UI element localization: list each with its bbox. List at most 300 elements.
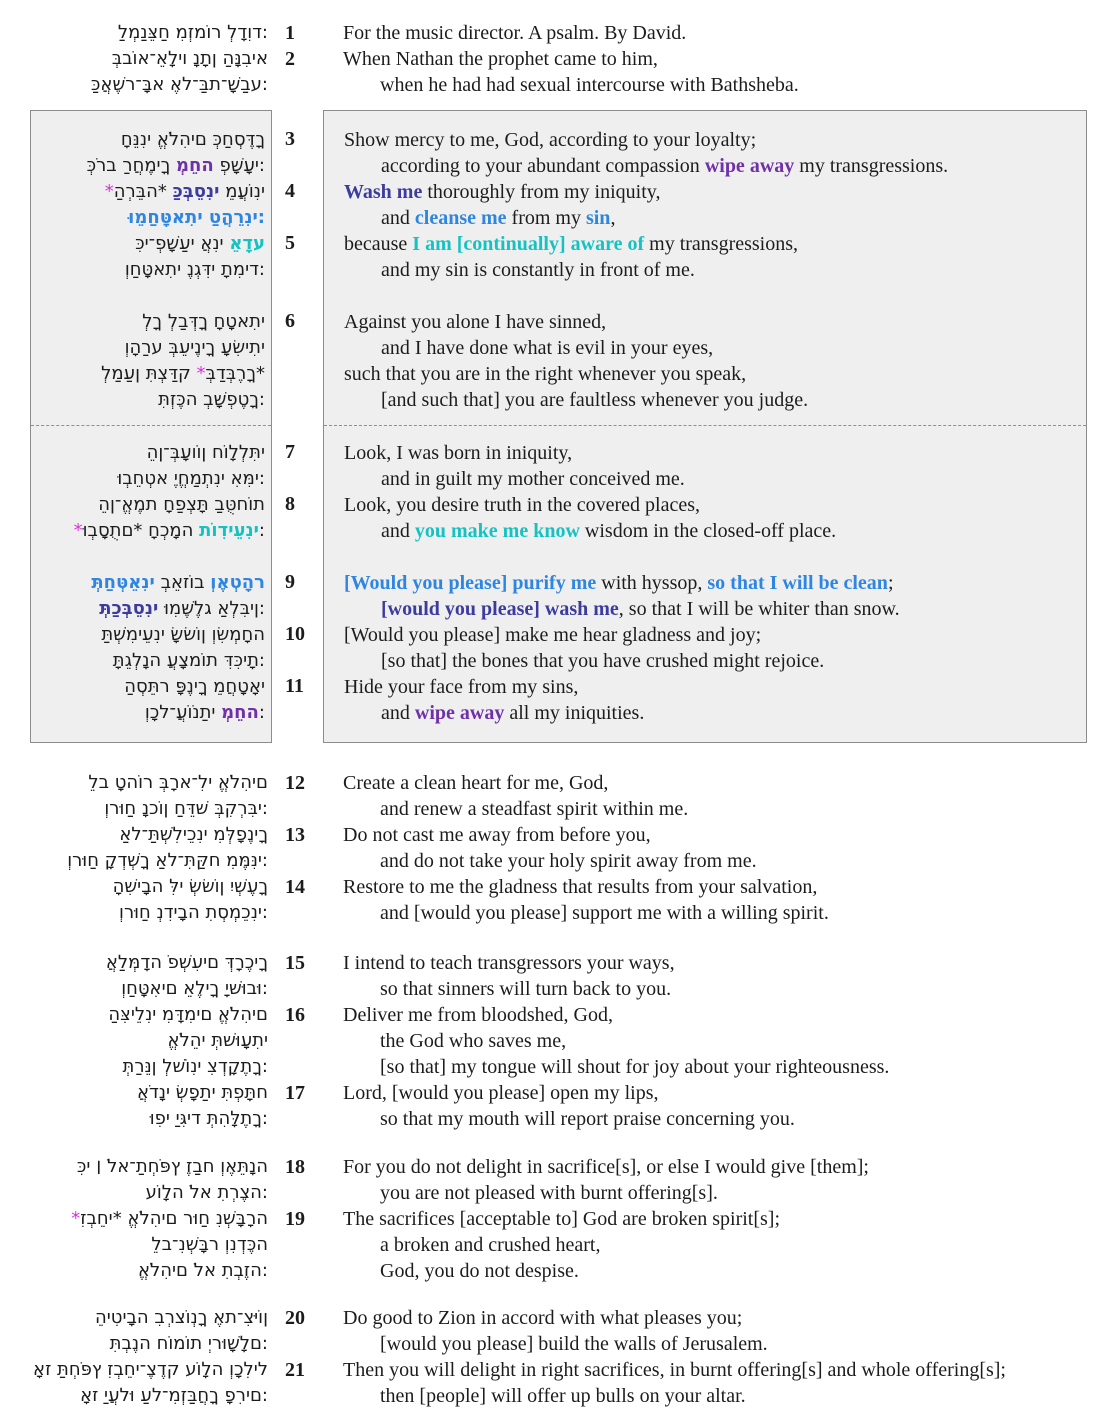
text-segment: and — [381, 207, 415, 229]
verse-number: 7 — [285, 441, 295, 463]
text-segment: Against you alone I have sinned, — [344, 311, 607, 333]
eng-verse-4 — [344, 179, 1078, 231]
english-line-v7-2 — [344, 466, 1078, 492]
text-segment: אֲדֹנָי שְׂפָתַי תִּפְתָּח — [136, 1082, 268, 1103]
heb-verse-14 — [0, 874, 268, 926]
text-segment: אָז יַעֲלוּ עַל־מִזְבַּחֲךָ פָרִים: — [80, 1385, 268, 1406]
band-0 — [0, 20, 1110, 98]
verse-number-block-10 — [272, 621, 323, 673]
english-line-v4-1 — [344, 179, 1078, 205]
verse-number: 11 — [285, 675, 304, 697]
english-line-v5-1 — [344, 231, 1078, 257]
verse-number-block-8 — [272, 491, 323, 569]
highlighted-word: כַּבְּסֵנִי — [172, 181, 220, 202]
band-1 — [0, 110, 1110, 743]
highlighted-word: * — [196, 363, 206, 384]
english-line-v13-2 — [343, 848, 1110, 874]
verse-number-block-5 — [272, 230, 323, 308]
english-column — [323, 110, 1110, 743]
hebrew-section — [0, 950, 272, 1132]
number-section — [272, 770, 323, 926]
heb-verse-7 — [39, 440, 265, 492]
verse-number-block-6 — [272, 308, 323, 412]
verse-number: 4 — [285, 180, 295, 202]
hebrew-line-v12-2 — [0, 796, 268, 822]
english-line-v16-1 — [343, 1002, 1110, 1028]
eng-verse-11 — [344, 674, 1078, 726]
text-segment: , — [610, 207, 616, 229]
text-segment: and — [381, 702, 415, 724]
verse-number: 3 — [285, 128, 295, 150]
text-segment: Look, I was born in iniquity, — [344, 442, 573, 464]
text-segment: אֱלֹהֵי תְּשׁוּעָתִי — [167, 1030, 268, 1051]
hebrew-line-v9-1 — [39, 570, 265, 596]
text-segment: וְרוּחַ נָכוֹן חַדֵּשׁ בְּקִרְבִּי: — [104, 798, 268, 819]
text-segment: כַּאֲשֶׁר־בָּא אֶל־בַּת־שָׁבַע: — [90, 74, 268, 95]
verse-number: 2 — [285, 48, 295, 70]
text-segment: מֵעֲוֹנִי — [219, 181, 265, 202]
text-segment: Do good to Zion in accord with what pleases you; — [343, 1307, 743, 1329]
hebrew-line-v8-1 — [39, 492, 265, 518]
hebrew-line-v10-2 — [39, 648, 265, 674]
english-section — [323, 20, 1110, 98]
english-line-v4-2 — [344, 205, 1078, 231]
hebrew-line-v16-1 — [0, 1002, 268, 1028]
english-line-v16-2 — [343, 1028, 1110, 1054]
english-line-v8-2 — [344, 518, 1078, 544]
text-segment: because — [344, 233, 413, 255]
text-segment: הַצִּילֵנִי מִדָּמִים אֱלֹהִים — [108, 1004, 268, 1025]
english-line-v3-2 — [344, 153, 1078, 179]
text-segment: Lord, [would you please] open my lips, — [343, 1082, 659, 1104]
text-segment: חָנֵּנִי אֱלֹהִים כְּחַסְדֶּךָ — [120, 129, 265, 150]
english-box-section-2 — [324, 426, 1086, 742]
text-segment: זִבְחֵי — [80, 1208, 113, 1229]
hebrew-line-v12-1 — [0, 770, 268, 796]
text-segment: The sacrifices [acceptable to] God are broken spirit[s]; — [343, 1208, 781, 1230]
text-segment: When Nathan the prophet came to him, — [343, 48, 658, 70]
text-segment: and in guilt my mother conceived me. — [381, 468, 685, 490]
heb-verse-20 — [0, 1305, 268, 1357]
english-line-v17-1 — [343, 1080, 1110, 1106]
highlighted-word: wipe away — [414, 702, 505, 724]
english-line-v19-1 — [343, 1206, 1110, 1232]
verse-number-column — [272, 1305, 323, 1409]
english-line-v11-2 — [344, 700, 1078, 726]
verse-number-block-21 — [272, 1357, 323, 1409]
heb-verse-12 — [0, 770, 268, 822]
psalm-parallel-document — [0, 20, 1110, 1409]
verse-number: 12 — [285, 772, 305, 794]
text-segment: Do not cast me away from before you, — [343, 824, 651, 846]
number-section — [272, 950, 323, 1132]
eng-verse-20 — [343, 1305, 1110, 1357]
english-box — [323, 110, 1087, 743]
text-segment: For the music director. A psalm. By David. — [343, 22, 687, 44]
heb-verse-16 — [0, 1002, 268, 1080]
text-segment: Look, you desire truth in the covered places, — [344, 494, 700, 516]
english-line-v7-1 — [344, 440, 1078, 466]
hebrew-line-v2-1 — [0, 46, 268, 72]
hebrew-line-v21-2 — [0, 1383, 268, 1409]
text-segment: אַל־תַּשְׁלִיכֵנִי מִלְּפָנֶיךָ — [119, 824, 268, 845]
text-segment: so that my mouth will report praise concerning you. — [380, 1108, 795, 1130]
text-segment: לְךָ לְבַדְּךָ חָטָאתִי — [142, 311, 265, 332]
english-line-v13-1 — [343, 822, 1110, 848]
eng-verse-9 — [344, 570, 1078, 622]
text-segment: כִּי ׀ לֹא־תַחְפֹּץ זֶבַח וְאֶתֵּנָה — [76, 1156, 268, 1177]
number-section — [272, 1154, 323, 1284]
hebrew-line-v19-2 — [0, 1232, 268, 1258]
hebrew-line-v4-1 — [39, 179, 265, 205]
english-line-v12-2 — [343, 796, 1110, 822]
text-segment: וְחַטָּאִים אֵלֶיךָ יָשׁוּבוּ: — [121, 978, 268, 999]
verse-number-block-20 — [272, 1305, 323, 1357]
english-line-v21-2 — [343, 1383, 1110, 1409]
band-4 — [0, 1154, 1110, 1284]
english-line-v2-1 — [343, 46, 1110, 72]
verse-number: 6 — [285, 310, 295, 332]
text-segment: according to your abundant compassion — [381, 155, 705, 177]
number-section — [272, 20, 323, 98]
verse-number-block-4 — [272, 178, 323, 230]
hebrew-line-v20-1 — [0, 1305, 268, 1331]
text-segment: כִּי־פְשָׁעַי אֲנִי — [135, 233, 230, 254]
eng-verse-18 — [343, 1154, 1110, 1206]
hebrew-line-v11-1 — [39, 674, 265, 700]
verse-number-column — [272, 1154, 323, 1284]
hebrew-column — [0, 20, 272, 98]
text-segment: and renew a steadfast spirit within me. — [380, 798, 689, 820]
heb-verse-19 — [0, 1206, 268, 1284]
text-segment: לֵב טָהוֹר בְּרָא־לִי אֱלֹהִים — [88, 772, 268, 793]
text-segment: the God who saves me, — [380, 1030, 567, 1052]
heb-verse-8 — [39, 492, 265, 570]
text-segment: thoroughly from my iniquity, — [422, 181, 661, 203]
hebrew-line-v10-1 — [39, 622, 265, 648]
hebrew-line-v1-1 — [0, 20, 268, 46]
text-segment: Hide your face from my sins, — [344, 676, 579, 698]
heb-verse-18 — [0, 1154, 268, 1206]
english-box-section-1 — [324, 111, 1086, 426]
hebrew-line-v5-1 — [39, 231, 265, 257]
verse-number-block-15 — [272, 950, 323, 1002]
band-5 — [0, 1305, 1110, 1409]
highlighted-word: * — [71, 1208, 81, 1229]
hebrew-line-v21-1 — [0, 1357, 268, 1383]
english-line-v9-2 — [344, 596, 1078, 622]
eng-verse-21 — [343, 1357, 1110, 1409]
verse-number: 21 — [285, 1359, 305, 1381]
hebrew-line-v18-1 — [0, 1154, 268, 1180]
english-line-v20-2 — [343, 1331, 1110, 1357]
text-segment: and my sin is constantly in front of me. — [381, 259, 695, 281]
number-section — [272, 1305, 323, 1409]
number-section-2 — [272, 425, 323, 741]
text-segment: all my iniquities. — [504, 702, 645, 724]
text-segment: [so that] the bones that you have crushed might rejoice. — [381, 650, 825, 672]
hebrew-line-v15-2 — [0, 976, 268, 1002]
text-segment: and I have done what is evil in your eyes, — [381, 337, 714, 359]
heb-verse-13 — [0, 822, 268, 874]
hebrew-line-v9-2 — [39, 596, 265, 622]
english-column — [323, 20, 1110, 98]
hebrew-line-v3-2 — [39, 153, 265, 179]
english-line-v18-2 — [343, 1180, 1110, 1206]
heb-verse-11 — [39, 674, 265, 726]
text-segment: [Would you please] make me hear gladness and joy; — [344, 624, 762, 646]
highlighted-word: [Would you please] purify me — [344, 572, 597, 594]
hebrew-section — [0, 770, 272, 926]
text-segment: with hyssop, — [596, 572, 708, 594]
hebrew-box — [30, 110, 272, 743]
hebrew-line-v14-2 — [0, 900, 268, 926]
hebrew-column — [0, 950, 272, 1132]
text-segment: כְּרֹב רַחֲמֶיךָ — [86, 155, 176, 176]
hebrew-box-section-2 — [31, 426, 271, 742]
text-segment: וְחַטָּאתִי נֶגְדִּי תָמִיד: — [124, 259, 265, 280]
english-line-v18-1 — [343, 1154, 1110, 1180]
verse-number-column — [272, 20, 323, 98]
hebrew-line-v6-1 — [39, 309, 265, 335]
hebrew-line-v3-1 — [39, 127, 265, 153]
hebrew-line-v19-3 — [0, 1258, 268, 1284]
hebrew-line-v6-4 — [39, 387, 265, 413]
eng-verse-14 — [343, 874, 1110, 926]
english-line-v8-1 — [344, 492, 1078, 518]
english-line-v17-2 — [343, 1106, 1110, 1132]
text-segment: you are not pleased with burnt offering[s]. — [380, 1182, 718, 1204]
english-line-v21-1 — [343, 1357, 1110, 1383]
text-segment: לְמַעַן תִּצְדַּק — [101, 363, 197, 384]
hebrew-line-v7-2 — [39, 466, 265, 492]
text-segment: פְשָׁעָי: — [213, 155, 265, 176]
hebrew-line-v18-2 — [0, 1180, 268, 1206]
english-line-v2-2 — [343, 72, 1110, 98]
english-section — [323, 950, 1110, 1132]
verse-number: 10 — [285, 623, 305, 645]
english-column — [323, 950, 1110, 1132]
hebrew-line-v17-1 — [0, 1080, 268, 1106]
eng-verse-7 — [344, 440, 1078, 492]
highlighted-word: sin — [585, 207, 611, 229]
english-column — [323, 770, 1110, 926]
verse-number: 8 — [285, 493, 295, 515]
text-segment: and do not take your holy spirit away from me. — [380, 850, 757, 872]
eng-verse-2 — [343, 46, 1110, 98]
verse-number-block-18 — [272, 1154, 323, 1206]
text-segment: and [would you please] support me with a willing spirit. — [380, 902, 829, 924]
heb-verse-2 — [0, 46, 268, 98]
text-segment: וְרוּחַ נְדִיבָה תִסְמְכֵנִי: — [119, 902, 268, 923]
text-segment: תִּזְכֶּה בְשָׁפְטֶךָ: — [158, 389, 265, 410]
hebrew-column — [0, 770, 272, 926]
hebrew-section — [0, 20, 272, 98]
heb-verse-17 — [0, 1080, 268, 1132]
text-segment: [so that] my tongue will shout for joy about your righteousness. — [380, 1056, 890, 1078]
verse-number-block-3 — [272, 126, 323, 178]
text-segment: , so that I will be whiter than snow. — [618, 598, 900, 620]
highlighted-word: Wash me — [344, 181, 423, 203]
verse-number-block-13 — [272, 822, 323, 874]
verse-number-block-1 — [272, 20, 323, 46]
highlighted-word: מְחֵה — [221, 702, 259, 723]
text-segment: when he had had sexual intercourse with Bathsheba. — [380, 74, 799, 96]
text-segment: הַרְבֵּה — [113, 181, 158, 202]
highlighted-word: cleanse me — [414, 207, 507, 229]
hebrew-line-v20-2 — [0, 1331, 268, 1357]
text-segment: וְהָרַע בְּעֵינֶיךָ עָשִׂיתִי — [124, 337, 265, 358]
verse-number: 9 — [285, 571, 295, 593]
verse-number-block-2 — [272, 46, 323, 98]
english-section — [323, 1154, 1110, 1284]
english-line-v6-1 — [344, 309, 1078, 335]
highlighted-word: מְחֵה — [175, 155, 214, 176]
heb-verse-21 — [0, 1357, 268, 1409]
verse-number-block-7 — [272, 439, 323, 491]
verse-number: 13 — [285, 824, 305, 846]
band-2 — [0, 770, 1110, 926]
text-segment: תְּרַנֵּן לְשׁוֹנִי צִדְקָתֶךָ: — [122, 1056, 268, 1077]
english-line-v15-1 — [343, 950, 1110, 976]
text-segment: אָז תַּחְפֹּץ זִבְחֵי־צֶדֶק עוֹלָה וְכָלִיל — [33, 1359, 268, 1380]
text-segment: בְּבוֹא־אֵלָיו נָתָן הַנָּבִיא — [111, 48, 268, 69]
heb-verse-6 — [39, 309, 265, 413]
eng-verse-12 — [343, 770, 1110, 822]
text-segment: הֵן־אֱמֶת חָפַצְתָּ בַטֻּחוֹת — [98, 494, 265, 515]
hebrew-line-v15-1 — [0, 950, 268, 976]
text-segment: בְאֵזוֹב — [154, 572, 211, 593]
highlighted-word: וְאֶטְהָר — [210, 572, 265, 593]
text-segment: תָּגֵלְנָה עֲצָמוֹת דִּכִּיתָ: — [112, 650, 265, 671]
highlighted-word: * — [104, 181, 114, 202]
hebrew-line-v19-1 — [0, 1206, 268, 1232]
english-line-v6-2 — [344, 335, 1078, 361]
hebrew-section — [0, 1154, 272, 1284]
english-line-v12-1 — [343, 770, 1110, 796]
text-segment: Show mercy to me, God, according to your loyalty; — [344, 129, 757, 151]
verse-number: 1 — [285, 22, 295, 44]
hebrew-line-v8-2 — [39, 518, 265, 544]
text-segment: אֲלַמְּדָה פֹשְׁעִים דְּרָכֶיךָ — [105, 952, 268, 973]
hebrew-column — [0, 1305, 272, 1409]
hebrew-section — [0, 1305, 272, 1409]
text-segment: * חָכְמָה — [133, 520, 200, 541]
highlighted-word: וּמֵחַטָּאתִי טַהֲרֵנִי: — [128, 207, 265, 228]
eng-verse-16 — [343, 1002, 1110, 1080]
text-segment: לַמְנַצֵּחַ מִזְמוֹר לְדָוִד: — [117, 22, 268, 43]
band-3 — [0, 950, 1110, 1132]
text-segment: וּפִי יַגִּיד תְּהִלָּתֶךָ: — [149, 1108, 268, 1129]
hebrew-line-v6-3 — [39, 361, 265, 387]
text-segment: וְכָל־עֲוֹנֹתַי — [144, 702, 222, 723]
verse-number-block-14 — [272, 874, 323, 926]
english-line-v15-2 — [343, 976, 1110, 1002]
verse-number-block-16 — [272, 1002, 323, 1080]
number-section-1 — [272, 110, 323, 425]
english-line-v1-1 — [343, 20, 1110, 46]
verse-number: 20 — [285, 1307, 305, 1329]
hebrew-line-v13-1 — [0, 822, 268, 848]
eng-verse-5 — [344, 231, 1078, 309]
english-line-v20-1 — [343, 1305, 1110, 1331]
hebrew-line-v16-3 — [0, 1054, 268, 1080]
text-segment: הַסְתֵּר פָּנֶיךָ מֵחֲטָאָי — [124, 676, 265, 697]
eng-verse-19 — [343, 1206, 1110, 1284]
english-line-v11-1 — [344, 674, 1078, 700]
english-column — [323, 1305, 1110, 1409]
verse-number-column — [272, 950, 323, 1132]
english-line-v6-3 — [344, 361, 1078, 387]
eng-verse-10 — [344, 622, 1078, 674]
verse-number: 14 — [285, 876, 305, 898]
english-line-v14-2 — [343, 900, 1110, 926]
text-segment: : — [258, 702, 265, 723]
text-segment: וּמִשֶּׁלֶג אַלְבִּין: — [158, 598, 265, 619]
highlighted-word: I am [continually] aware of — [412, 233, 645, 255]
text-segment: Restore to me the gladness that results from your salvation, — [343, 876, 818, 898]
hebrew-line-v7-1 — [39, 440, 265, 466]
text-segment: הֵן־בְּעָווֹן חוֹלָלְתִּי — [146, 442, 265, 463]
hebrew-line-v13-2 — [0, 848, 268, 874]
verse-number: 15 — [285, 952, 305, 974]
hebrew-line-v5-2 — [39, 257, 265, 283]
highlighted-word: תְּחַטְּאֵנִי — [91, 572, 155, 593]
verse-number-block-9 — [272, 569, 323, 621]
text-segment: עוֹלָה לֹא תִרְצֶה: — [145, 1182, 268, 1203]
highlighted-word: so that I will be clean — [707, 572, 888, 594]
english-line-v3-1 — [344, 127, 1078, 153]
english-line-v10-1 — [344, 622, 1078, 648]
text-segment: For you do not delight in sacrifice[s], or else I would give [them]; — [343, 1156, 869, 1178]
text-segment: ; — [887, 572, 894, 594]
hebrew-line-v6-2 — [39, 335, 265, 361]
heb-verse-3 — [39, 127, 265, 179]
hebrew-column — [0, 1154, 272, 1284]
verse-number-block-11 — [272, 673, 323, 725]
eng-verse-8 — [344, 492, 1078, 570]
text-segment: הֵיטִיבָה בִרְצוֹנְךָ אֶת־צִיּוֹן — [95, 1307, 268, 1328]
verse-number-block-19 — [272, 1206, 323, 1284]
heb-verse-9 — [39, 570, 265, 622]
text-segment: * אֱלֹהִים רוּחַ נִשְׁבָּרָה — [112, 1208, 268, 1229]
text-segment: אֱלֹהִים לֹא תִבְזֶה: — [138, 1260, 268, 1281]
hebrew-line-v17-2 — [0, 1106, 268, 1132]
english-line-v10-2 — [344, 648, 1078, 674]
eng-verse-6 — [344, 309, 1078, 413]
verse-number-column — [272, 110, 323, 741]
hebrew-line-v2-2 — [0, 72, 268, 98]
hebrew-line-v4-2 — [39, 205, 265, 231]
text-segment: from my — [506, 207, 586, 229]
verse-number-column — [272, 770, 323, 926]
english-line-v5-2 — [344, 257, 1078, 283]
text-segment: Create a clean heart for me, God, — [343, 772, 609, 794]
heb-verse-10 — [39, 622, 265, 674]
english-line-v19-2 — [343, 1232, 1110, 1258]
text-segment: wisdom in the closed-off place. — [579, 520, 837, 542]
text-segment: וְרוּחַ קָדְשְׁךָ אַל־תִּקַּח מִמֶּנִּי: — [67, 850, 268, 871]
text-segment: וּבְחֵטְא יֶחֱמַתְנִי אִמִּי: — [117, 468, 265, 489]
hebrew-box-section-1 — [31, 111, 271, 426]
hebrew-line-v14-1 — [0, 874, 268, 900]
highlighted-word: wipe away — [704, 155, 795, 177]
heb-verse-5 — [39, 231, 265, 309]
text-segment: Deliver me from bloodshed, God, — [343, 1004, 613, 1026]
hebrew-line-v16-2 — [0, 1028, 268, 1054]
eng-verse-13 — [343, 822, 1110, 874]
text-segment: my transgressions. — [794, 155, 949, 177]
